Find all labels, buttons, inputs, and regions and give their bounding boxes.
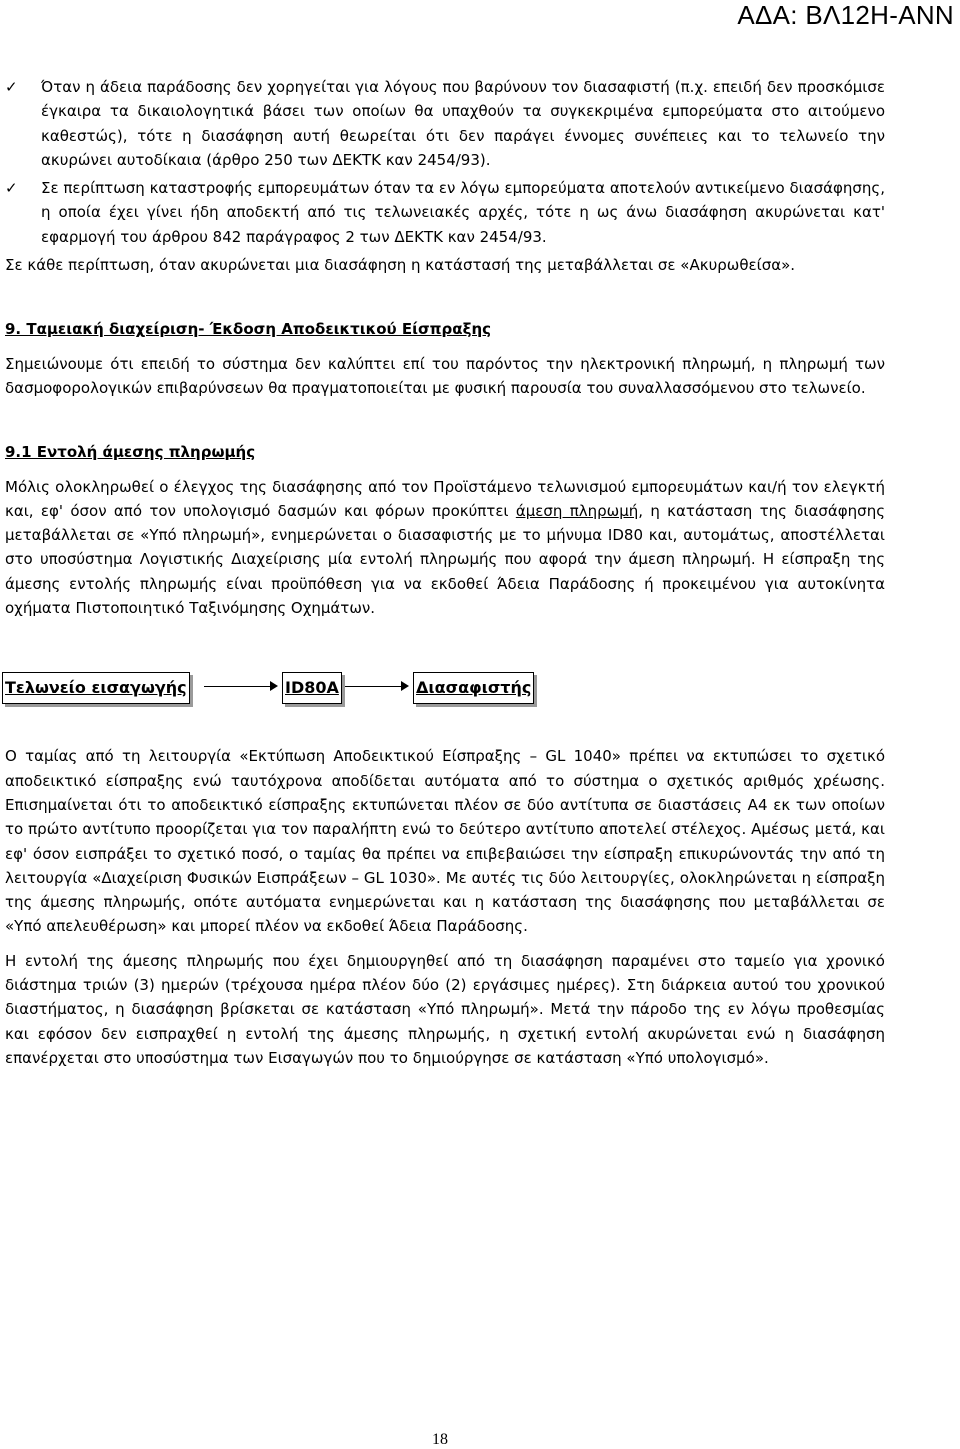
message-box: ID80A <box>282 672 342 704</box>
section-9-1-heading: 9.1 Εντολή άμεσης πληρωμής <box>5 443 256 462</box>
bullet-item <box>5 176 885 249</box>
text-run: , η κατάσταση της διασάφησης μεταβάλλεται σε «Υπό πληρωμή», ενημερώνεται ο διασαφιστής με το μήνυμα ID80 και, αυτομάτως, αποστέλλεται στο υποσύστημα Λογιστικής Διαχείρισης μία εντολή πληρωμής που αφορά την άμεση πληρωμή. Η είσπραξη της άμεσης εντολής πληρωμής είναι προϋπόθεση για να εκδοθεί Άδεια Παράδοσης ή προκειμένου για αυτοκίνητα οχήματα Πιστοποιητικό Ταξινόμησης Οχημάτων. <box>5 501 886 618</box>
text-run: Μόλις ολοκληρωθεί ο έλεγχος της διασάφησης από τον Προϊστάμενο τελωνισμού εμπορευμάτων και/ή τον ελεγκτή και, εφ' όσον από τον υπολογισμό δασμών και φόρων προκύπτει <box>5 477 885 520</box>
section-9-heading: 9. Ταμειακή διαχείριση- Έκδοση Αποδεικτικού Είσπραξης <box>5 320 492 339</box>
arrow-icon <box>345 686 407 687</box>
customs-office-box: Τελωνείο εισαγωγής <box>2 672 190 704</box>
declarant-box: Διασαφιστής <box>413 672 534 704</box>
bullet-text: Σε περίπτωση καταστροφής εμπορευμάτων όταν τα εν λόγω εμπορεύματα αποτελούν αντικείμενο διασάφησης, η οποία έχει γίνει ήδη αποδεκτή από τις τελωνειακές αρχές, τότε η ως άνω διασάφηση ακυρώνεται κατ' εφαρμογή του άρθρου 842 παράγραφος 2 των ΔΕΚΤΚ καν 2454/93. <box>41 179 885 246</box>
cancellation-paragraph: Σε κάθε περίπτωση, όταν ακυρώνεται μια διασάφηση η κατάστασή της μεταβάλλεται σε «Ακυρωθείσα». <box>5 256 796 275</box>
checkmark-icon: ✓ <box>5 78 18 96</box>
document-body <box>5 75 885 1070</box>
flow-diagram <box>5 672 885 706</box>
section-9-paragraph: Σημειώνουμε ότι επειδή το σύστημα δεν καλύπτει επί του παρόντος την ηλεκτρονική πληρωμή, η πληρωμή των δασμοφορολογικών επιβαρύνσεων θα πραγματοποιείται με φυσική παρουσία του συναλλασσόμενου στο τελωνείο. <box>5 354 885 397</box>
cashier-paragraph: Ο ταμίας από τη λειτουργία «Εκτύπωση Αποδεικτικού Είσπραξης – GL 1040» πρέπει να εκτυπώσει το σχετικό αποδεικτικό είσπραξης ενώ ταυτόχρονα αποδίδεται αυτόματα από το σύστημα ο σχετικός αριθμός χρέωσης. Επισημαίνεται ότι το αποδεικτικό είσπραξης εκτυπώνεται πλέον σε δύο αντίτυπα σε διαστάσεις Α4 εκ των οποίων το πρώτο αντίτυπο προορίζεται για τον παραλήπτη ενώ το δεύτερο αντίτυπο αποτελεί στέλεχος. Αμέσως μετά, και εφ' όσον εισπράξει το σχετικό ποσό, ο ταμίας θα πρέπει να επιβεβαιώσει την είσπραξη επικυρώνοντάς την από τη λειτουργία «Διαχείριση Φυσικών Εισπράξεων – GL 1030». Με αυτές τις δύο λειτουργίες, ολοκληρώνεται η είσπραξη της άμεσης πληρωμής, οπότε αυτόματα ενημερώνεται και η κατάσταση της διασάφησης που μεταβάλλεται σε «Υπό απελευθέρωση» και μπορεί πλέον να εκδοθεί Άδεια Παράδοσης. <box>5 747 885 936</box>
section-9-1-paragraph <box>5 475 885 621</box>
payment-order-paragraph: Η εντολή της άμεσης πληρωμής που έχει δημιουργηθεί από τη διασάφηση παραμένει στο ταμείο για χρονικό διάστημα τριών (3) ημερών (τρέχουσα ημέρα πλέον δύο (2) εργάσιμες ημέρες). Στη διάρκεια αυτού του χρονικού διαστήματος, η διασάφηση βρίσκεται σε κατάσταση «Υπό πληρωμή». Μετά την πάροδο της εν λόγω προθεσμίας και εφόσον δεν εισπραχθεί η εντολή της άμεσης πληρωμής, η σχετική εντολή ακυρώνεται ενώ η διασάφηση επανέρχεται στο υποσύστημα των Εισαγωγών που το δημιούργησε σε κατάσταση «Υπό υπολογισμό». <box>5 951 885 1067</box>
ada-code: ΑΔΑ: ΒΛ12Η-ΑΝΝ <box>737 0 954 30</box>
page-number: 18 <box>432 1431 448 1448</box>
arrow-icon <box>204 686 276 687</box>
direct-payment-link-text: άμεση πληρωμή <box>515 501 639 520</box>
bullet-text: Όταν η άδεια παράδοσης δεν χορηγείται για λόγους που βαρύνουν τον διασαφιστή (π.χ. επειδή δεν προσκόμισε έγκαιρα τα δικαιολογητικά βάσει των οποίων θα υπαχθούν τα συγκεκριμένα εμπορεύματα στο αιτούμενο καθεστώς), τότε η διασάφηση αυτή θεωρείται ότι δεν παράγει έννομες συνέπειες και το τελωνείο την ακυρώνει αυτοδίκαια (άρθρο 250 των ΔΕΚΤΚ καν 2454/93). <box>41 78 885 169</box>
bullet-item <box>5 75 885 172</box>
checkmark-icon: ✓ <box>5 179 18 198</box>
